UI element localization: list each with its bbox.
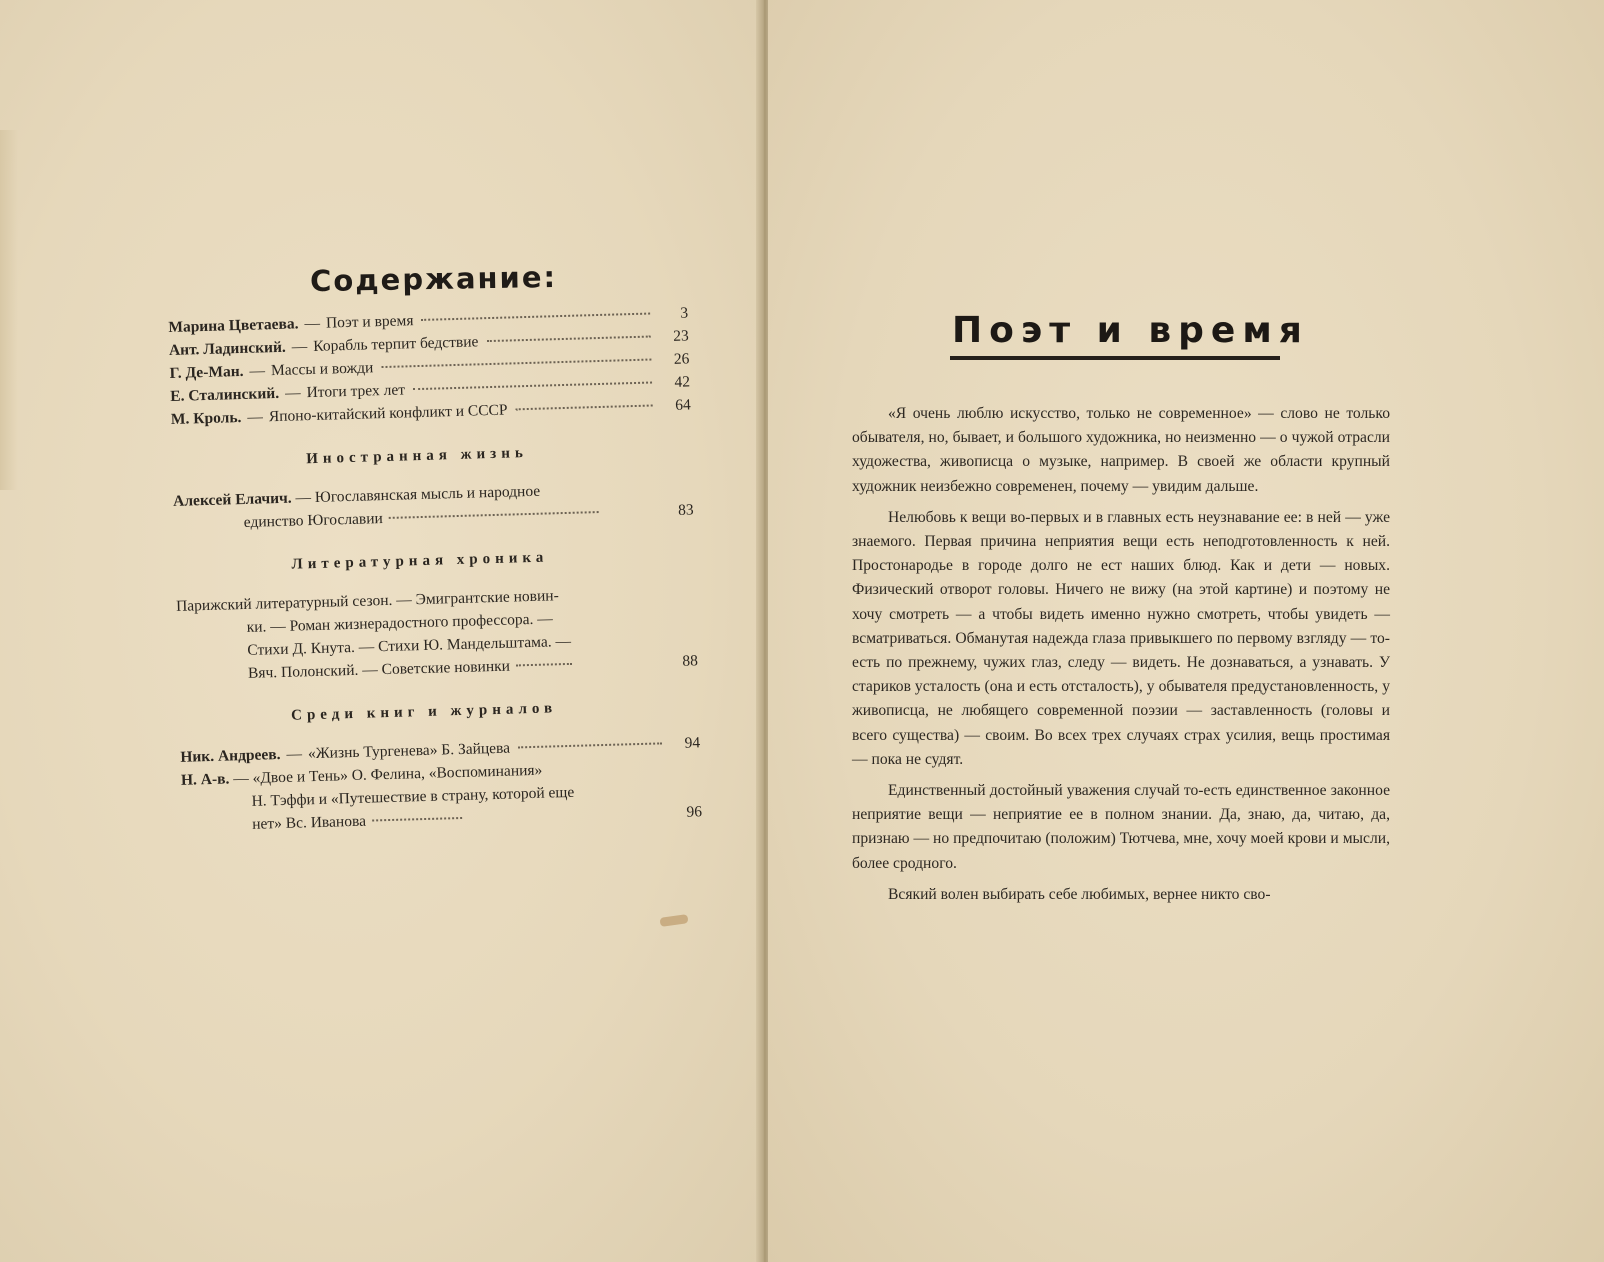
toc-author: Г. Де-Ман. <box>169 362 244 382</box>
toc-page-number: 83 <box>677 501 694 519</box>
toc-dash: — <box>286 745 303 763</box>
toc-title: Японо-китайский конфликт и СССР <box>268 401 508 426</box>
toc-dash: — <box>247 408 264 426</box>
essay-body <box>852 402 1390 914</box>
essay-paragraph: Единственный достойный уважения случай то-есть единственное законное неприятие вещи — неприятие ее в полном знании. Да, знаю, да, читаю, да, признаю — но предпочитаю (положим) Тютчева, мне, хочу моей крови и мысли, более сродного. <box>852 782 1390 872</box>
toc-page-number: 23 <box>673 327 689 345</box>
toc-author: Ант. Ладинский. <box>168 338 287 359</box>
left-page <box>0 0 762 1262</box>
toc-leader-dots <box>486 336 650 343</box>
toc-page-number: 88 <box>682 652 699 670</box>
toc-section-heading: Литературная хроника <box>291 549 549 573</box>
toc-author: Е. Сталинский. <box>170 384 280 405</box>
toc-leader-dots <box>516 663 572 667</box>
toc-leader-dots <box>518 742 662 748</box>
toc-page-number: 26 <box>673 350 690 368</box>
essay-paragraph: Нелюбовь к вещи во-первых и в главных есть неузнавание ее: в ней — уже знаемого. Первая причина неприятия вещи есть неподготовленность к ней. Простонародье в городе долго не ест наших блюд. Как и дети — новых. Физический отворот головы. Ничего не вижу (на этой картине) и поэтому не хочу смотреть — а чтобы видеть именно нужно смотреть, чтобы увидеть — всматриваться. Обманутая надежда глаза привыкшего по первому взгляду — то-есть по прежнему, чужих глаз, следу — видеть. Не дознаваться, а узнавать. У стариков усталость (она и есть отсталость), у обывателя предустановленность, у живописца, не любящего современной поэзии — заставленность (головы и всего существа) — своим. Во всех трех случаях страх усилия, вещь простимая — пока не судят. <box>852 508 1390 768</box>
toc-section-heading: Иностранная жизнь <box>306 445 529 468</box>
toc-title-continuation: Вяч. Полонский. — Советские новинки <box>247 657 511 682</box>
toc-author: Ник. Андреев. <box>180 746 281 766</box>
toc-entry-text: Парижский литературный сезон. — Эмигрантские новин- <box>175 587 559 615</box>
toc-author: Марина Цветаева. <box>168 315 299 336</box>
toc-page-number: 96 <box>686 803 703 821</box>
toc-dash: — <box>249 362 266 380</box>
toc-entry-continuation: Н. Тэффи и «Путешествие в страну, которой еще <box>251 783 575 810</box>
toc-leader-dots <box>515 405 652 411</box>
toc-entry <box>173 475 694 536</box>
toc-title-continuation: нет» Вс. Иванова <box>251 812 367 833</box>
toc-title: «Жизнь Тургенева» Б. Зайцева <box>307 739 511 763</box>
toc-page-number: 42 <box>674 373 691 391</box>
toc-title: Итоги трех лет <box>306 381 406 402</box>
toc-page-number: 64 <box>674 396 691 414</box>
toc-author: Н. А-в. <box>180 770 230 789</box>
toc-section-heading: Среди книг и журналов <box>290 700 558 724</box>
toc-page-number: 3 <box>680 304 689 322</box>
toc-leader-dots <box>413 382 652 391</box>
toc-title: Массы и вожди <box>270 359 374 380</box>
toc-title: Поэт и время <box>325 312 414 332</box>
toc-leader-dots <box>389 511 599 519</box>
toc-title: «Двое и Тень» О. Фелина, «Воспоминания» <box>252 761 543 787</box>
toc-title: Корабль терпит бедствие <box>313 333 479 355</box>
toc-page-number: 94 <box>684 734 701 752</box>
toc-heading: Содержание: <box>309 259 558 299</box>
essay-paragraph: «Я очень люблю искусство, только не современное» — слово не только обывателя, но, бывает, и большого художника, но неизменно — о чужой отрасли художества, живописца о музыке, например. В своей же области крупный художник неизбежно современен, почему — увидим дальше. <box>852 405 1390 495</box>
toc-dash: — <box>233 769 253 788</box>
title-underline <box>950 356 1280 360</box>
toc-dash: — <box>291 338 308 356</box>
toc-leader-dots <box>381 359 651 369</box>
paper-stain <box>660 914 689 927</box>
toc-entry-continuation: Стихи Д. Кнута. — Стихи Ю. Мандельштама. — <box>247 632 572 659</box>
toc-entry <box>176 580 698 686</box>
toc-dash: — <box>304 314 321 333</box>
toc-dash: — <box>284 384 301 402</box>
toc-leader-dots <box>421 313 650 321</box>
toc-author: М. Кроль. <box>170 408 242 428</box>
table-of-contents <box>168 301 702 837</box>
page-edge-wear <box>0 130 18 490</box>
toc-entry-continuation: ки. — Роман жизнерадостного профессора. — <box>246 610 553 636</box>
toc-leader-dots <box>372 817 462 822</box>
toc-entry <box>181 754 703 837</box>
toc-dash: — <box>295 488 316 507</box>
toc-title-continuation: единство Югославии <box>243 510 384 531</box>
essay-paragraph: Всякий волен выбирать себе любимых, вернее никто сво- <box>888 885 1271 903</box>
toc-title: Югославянская мысль и народное <box>314 482 541 506</box>
toc-author: Алексей Елачич. <box>172 489 292 510</box>
essay-title: Поэт и время <box>952 310 1309 351</box>
